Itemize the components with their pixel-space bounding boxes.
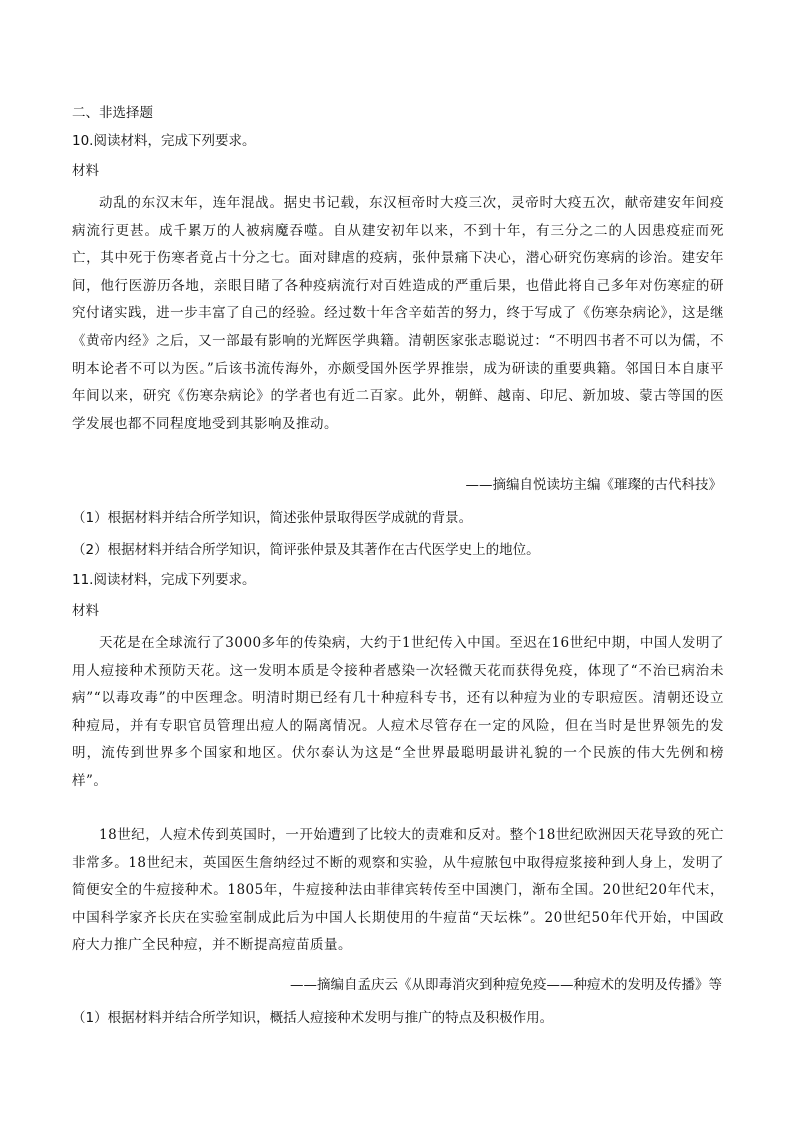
question-11-prompt: 11.阅读材料，完成下列要求。 (72, 572, 256, 588)
question-11-sub-1: （1）根据材料并结合所学知识，概括人痘接种术发明与推广的特点及积极作用。 (72, 1010, 554, 1026)
section-title: 二、非选择题 (72, 105, 153, 121)
question-11-material-text-1: 天花是在全球流行了3000多年的传染病，大约于1世纪传入中国。至迟在16世纪中期，中国人发明了用人痘接种术预防天花。这一发明本质是令接种者感染一次轻微天花而获得免疫，体现了“不治已病治未病”“以毒攻毒”的中医理念。明清时期已经有几十种痘科专书，还有以种痘为业的专职痘医。清朝还设立种痘局，并有专职官员管理出痘人的隔离情况。人痘术尽管存在一定的风险，但在当时是世界领先的发明，流传到世界多个国家和地区。伏尔泰认为这是“全世界最聪明最讲礼貌的一个民族的伟大先例和榜样”。 (72, 635, 724, 789)
question-11-source: ——摘编自孟庆云《从即毒消灾到种痘免疫——种痘术的发明及传播》等 (290, 977, 722, 993)
question-10-prompt: 10.阅读材料，完成下列要求。 (72, 133, 256, 149)
question-10-material-text: 动乱的东汉末年，连年混战。据史书记载，东汉桓帝时大疫三次，灵帝时大疫五次，献帝建安年间疫病流行更甚。成千累万的人被病魔吞噬。自从建安初年以来，不到十年，有三分之二的人因患疫症而死亡，其中死于伤寒者竟占十分之七。面对肆虐的疫病，张仲景痛下决心，潜心研究伤寒病的诊治。建安年间，他行医游历各地，亲眼目睹了各种疫病流行对百姓造成的严重后果，也借此将自己多年对伤寒症的研究付诸实践，进一步丰富了自己的经验。经过数十年含辛茹苦的努力，终于写成了《伤寒杂病论》，这是继《黄帝内经》之后，又一部最有影响的光辉医学典籍。清朝医家张志聪说过：“不明四书者不可以为儒，不明本论者不可以为医。”后该书流传海外，亦颇受国外医学界推崇，成为研读的重要典籍。邻国日本自康平年间以来，研究《伤寒杂病论》的学者也有近二百家。此外，朝鲜、越南、印尼、新加坡、蒙古等国的医学发展也都不同程度地受到其影响及推动。 (72, 195, 724, 432)
question-10-sub-2: （2）根据材料并结合所学知识，简评张仲景及其著作在古代医学史上的地位。 (72, 542, 540, 558)
question-10-source: ——摘编自悦读坊主编《璀璨的古代科技》 (465, 477, 722, 493)
question-10-material-label: 材料 (72, 163, 99, 179)
question-11-material-label: 材料 (72, 603, 99, 619)
question-10-sub-1: （1）根据材料并结合所学知识，简述张仲景取得医学成就的背景。 (72, 510, 473, 526)
question-11-material-text-2: 18世纪，人痘术传到英国时，一开始遭到了比较大的责难和反对。整个18世纪欧洲因天花导致的死亡非常多。18世纪末，英国医生詹纳经过不断的观察和实验，从牛痘脓包中取得痘浆接种到人身上，发明了简便安全的牛痘接种术。1805年，牛痘接种法由菲律宾转传至中国澳门，渐布全国。20世纪20年代末，中国科学家齐长庆在实验室制成此后为中国人长期使用的牛痘苗“天坛株”。20世纪50年代开始，中国政府大力推广全民种痘，并不断提高痘苗质量。 (72, 827, 724, 954)
